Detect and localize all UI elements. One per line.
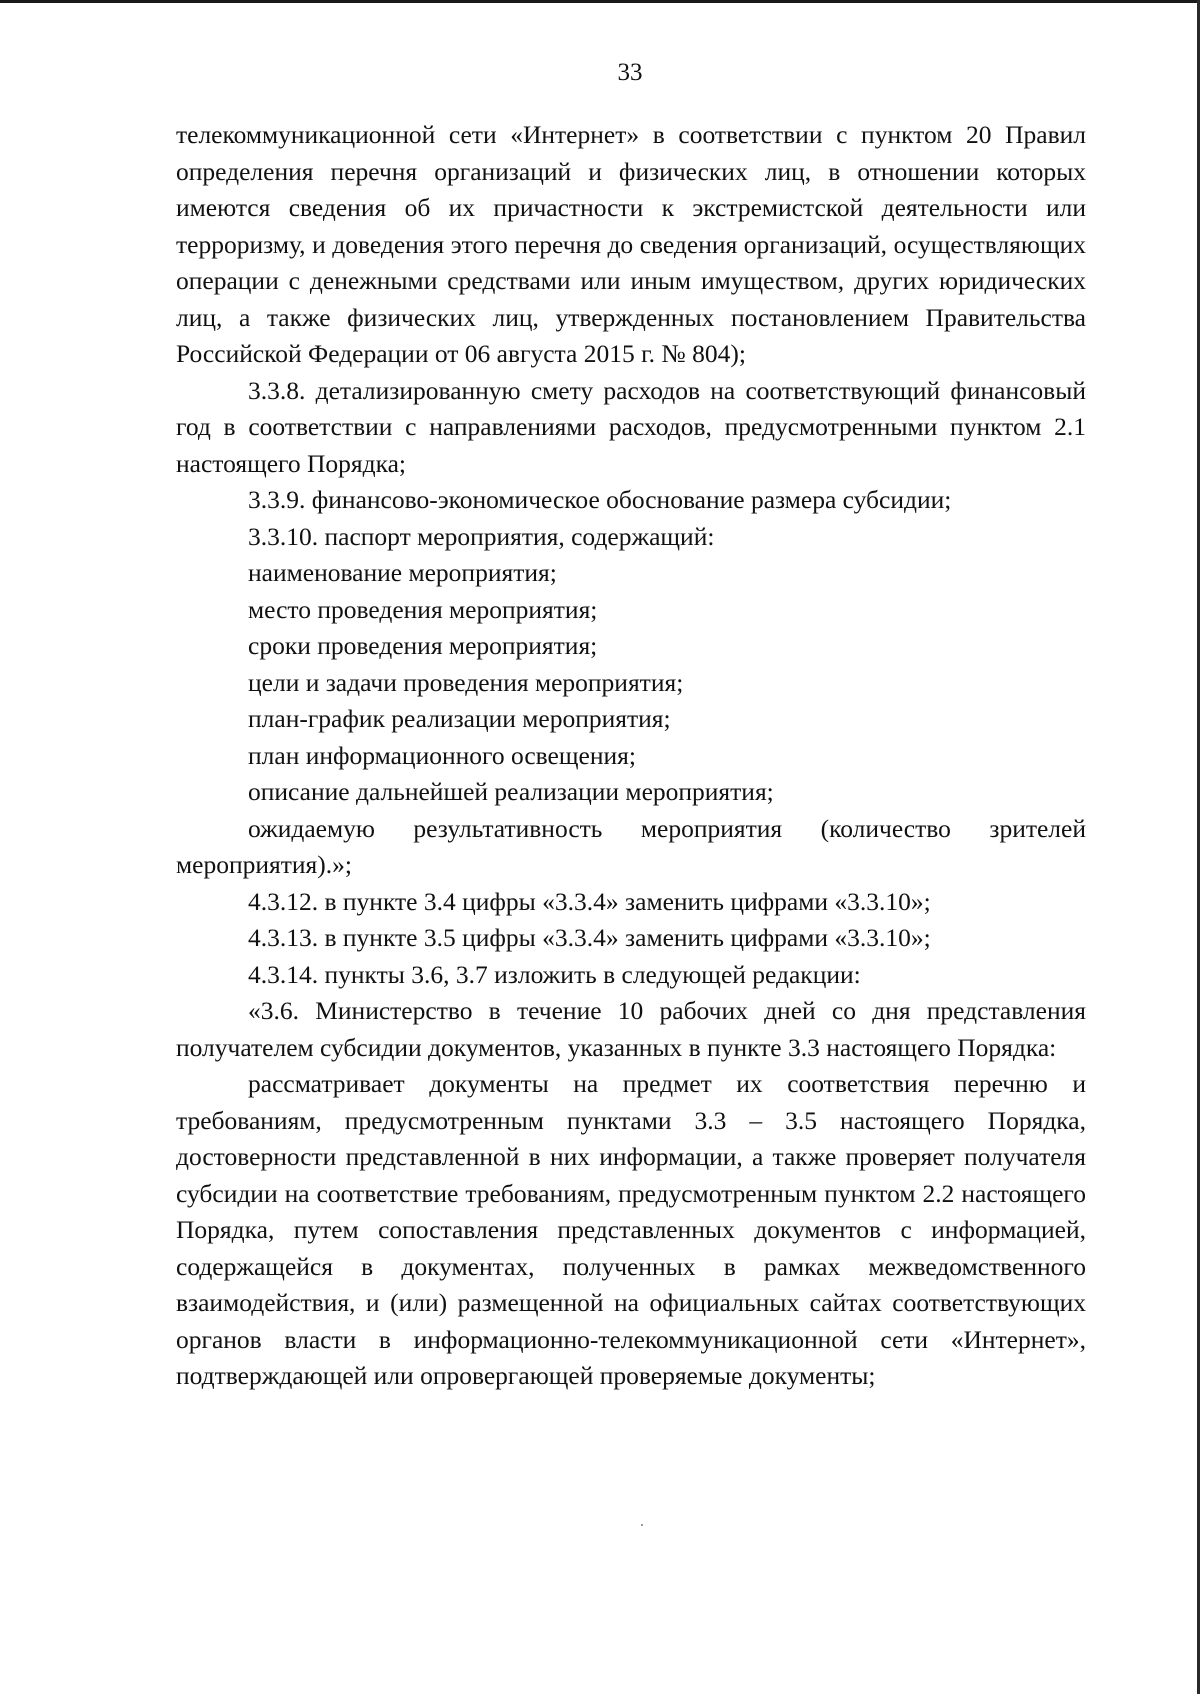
page-number: 33 — [617, 59, 643, 86]
list-item: место проведения мероприятия; — [248, 594, 598, 624]
list-item: цели и задачи проведения мероприятия; — [248, 667, 684, 697]
scan-speck — [641, 1524, 643, 1526]
list-item: наименование мероприятия; — [248, 558, 557, 587]
paragraph-review-documents: рассматривает документы на предмет их соответствия перечню и требованиям, предусмотренным пунктами 3.3 – 3.5 настоящего Порядка, достоверности представленной в них информации, а также проверяет получателя субсидии на соответствие требованиям, предусмотренным пунктом 2.2 настоящего Порядка, путем сопоставления представленных документов с информацией, содержащейся в документах, полученных в рамках межведомственного взаимодействия, и (или) размещенной на официальных сайтах соответствующих органов власти в информационно-телекоммуникационной сети «Интернет», подтверждающей или опровергающей проверяемые документы; — [176, 1069, 1086, 1390]
list-item: сроки проведения мероприятия; — [248, 631, 598, 660]
paragraph-4-3-13: 4.3.13. в пункте 3.5 цифры «3.3.4» заменить цифрами «3.3.10»; — [248, 923, 931, 952]
document-body — [176, 117, 1086, 1395]
paragraph-3-3-9: 3.3.9. финансово-экономическое обоснование размера субсидии; — [248, 485, 952, 514]
list-item: план-график реализации мероприятия; — [248, 704, 671, 733]
list-item: описание дальнейшей реализации мероприятия; — [248, 777, 774, 806]
paragraph-4-3-14: 4.3.14. пункты 3.6, 3.7 изложить в следующей редакции: — [248, 959, 861, 989]
paragraph-continuation: телекоммуникационной сети «Интернет» в соответствии с пунктом 20 Правил определения перечня организаций и физических лиц, в отношении которых имеются сведения об их причастности к экстремистской деятельности или терроризму, и доведения этого перечня до сведения организаций, осуществляющих операции с денежными средствами или иным имуществом, других юридических лиц, а также физических лиц, утвержденных постановлением Правительства Российской Федерации от 06 августа 2015 г. № 804); — [176, 120, 1086, 368]
list-item: план информационного освещения; — [248, 740, 636, 770]
scan-edge-top — [0, 0, 1200, 3]
paragraph-3-3-8: 3.3.8. детализированную смету расходов на соответствующий финансовый год в соответствии с направлениями расходов, предусмотренными пунктом 2.1 настоящего Порядка; — [176, 375, 1086, 478]
paragraph-4-3-12: 4.3.12. в пункте 3.4 цифры «3.3.4» заменить цифрами «3.3.10»; — [248, 886, 931, 916]
paragraph-3-3-10: 3.3.10. паспорт мероприятия, содержащий: — [248, 521, 715, 551]
paragraph-3-6: «3.6. Министерство в течение 10 рабочих дней со дня представления получателем субсидии документов, указанных в пункте 3.3 настоящего Порядка: — [176, 996, 1086, 1062]
list-item-expected-results: ожидаемую результативность мероприятия (количество зрителей мероприятия).»; — [176, 813, 1086, 879]
